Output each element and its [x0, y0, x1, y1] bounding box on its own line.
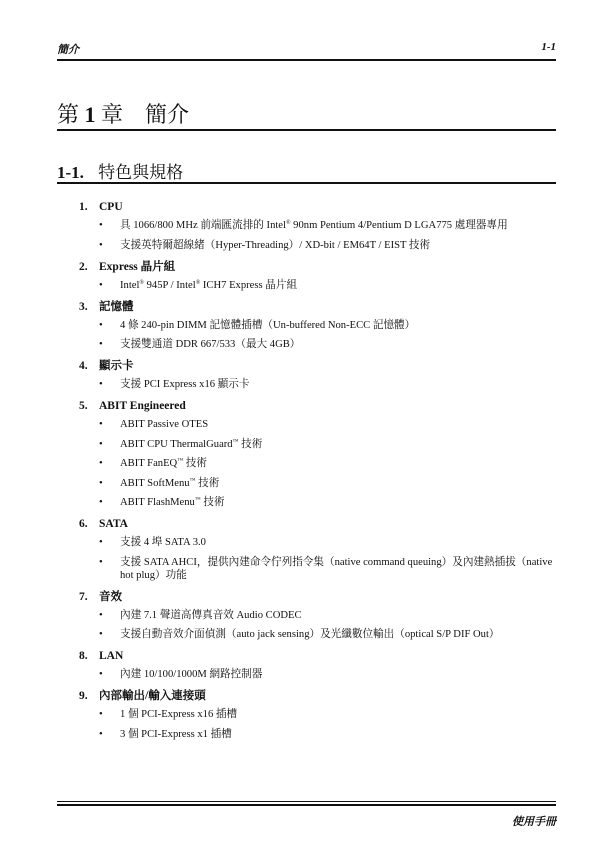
bullet-text: 內建 7.1 聲道高傳真音效 Audio CODEC	[120, 609, 302, 621]
spec-item-number: 7.	[79, 590, 88, 603]
bullet-text: ICH7 Express 晶片組	[200, 279, 298, 291]
spec-item-number: 5.	[79, 400, 88, 412]
running-header-page-number: 1-1	[541, 41, 556, 53]
bullet-icon: •	[99, 339, 103, 350]
bullet-text: 支援自動音效介面偵測（auto jack sensing）及光纖數位輸出（optical S/P DIF Out）	[120, 629, 500, 640]
bullet-text: 內建 10/100/1000M 網路控制器	[120, 669, 263, 680]
bullet-item	[79, 609, 559, 622]
bullet-text: 945P / Intel	[143, 279, 196, 291]
bullet-list	[79, 536, 559, 582]
footer-rule-thick	[57, 804, 556, 806]
spec-item-title: 記憶體	[99, 300, 134, 313]
trademark-mark: ™	[194, 497, 201, 503]
spec-item-number: 9.	[79, 690, 88, 702]
bullet-text: 4 條 240-pin DIMM 記憶體插槽（Un-buffered Non-ECC 記憶體）	[120, 319, 416, 331]
bullet-text: 技術	[238, 438, 263, 450]
spec-list	[79, 200, 559, 749]
chapter-number: 1	[84, 102, 96, 127]
bullet-text: 支援 PCI Express x16 顯示卡	[120, 379, 250, 390]
trademark-mark: ®	[285, 220, 291, 226]
running-footer-title: 使用手冊	[512, 816, 556, 828]
bullet-text: 技術	[200, 497, 225, 508]
bullet-text: 90nm Pentium 4/Pentium D LGA775 處理器專用	[290, 220, 508, 231]
section-heading	[57, 158, 183, 183]
bullet-icon: •	[99, 609, 103, 621]
spec-item-title: ABIT Engineered	[99, 400, 186, 412]
bullet-icon: •	[99, 419, 103, 430]
bullet-item	[79, 708, 559, 721]
spec-item-heading	[79, 300, 559, 314]
spec-item	[79, 517, 559, 582]
trademark-mark: ®	[139, 279, 144, 286]
spec-item-heading	[79, 359, 559, 373]
bullet-item	[79, 457, 559, 470]
bullet-item	[79, 338, 559, 351]
bullet-list	[79, 219, 559, 252]
bullet-icon: •	[99, 537, 103, 548]
spec-item-number: 4.	[79, 360, 88, 372]
spec-item	[79, 260, 559, 292]
bullet-text: 1 個 PCI-Express x16 插槽	[120, 709, 238, 720]
spec-item-title: LAN	[99, 650, 124, 662]
bullet-item	[79, 239, 559, 252]
bullet-text: ABIT FanEQ	[120, 458, 178, 469]
bullet-text: 3 個 PCI-Express x1 插槽	[120, 728, 232, 740]
bullet-list	[79, 319, 559, 352]
spec-item-heading	[79, 517, 559, 531]
bullet-icon: •	[99, 669, 103, 680]
spec-item-heading	[79, 200, 559, 214]
bullet-text: 技術	[183, 458, 207, 469]
spec-item	[79, 689, 559, 741]
spec-item-number: 3.	[79, 300, 88, 313]
spec-item-number: 1.	[79, 201, 88, 213]
bullet-icon: •	[99, 497, 103, 508]
spec-item-title: SATA	[99, 518, 128, 530]
bullet-icon: •	[99, 477, 103, 489]
bullet-item	[79, 418, 559, 431]
bullet-text: 支援雙通道 DDR 667/533（最大 4GB）	[120, 339, 301, 350]
spec-item-heading	[79, 649, 559, 663]
spec-item-number: 8.	[79, 650, 88, 662]
bullet-icon: •	[99, 629, 103, 640]
bullet-icon: •	[99, 239, 103, 251]
chapter-prefix: 第	[57, 102, 80, 127]
bullet-text: 支援 SATA AHCI，提供內建命令佇列指令集（native command queuing）及內建熱插拔（native hot plug）功能	[120, 556, 553, 581]
bullet-item	[79, 319, 559, 332]
trademark-mark: ®	[195, 279, 201, 286]
chapter-heading	[57, 98, 189, 129]
chapter-rule	[57, 129, 556, 131]
spec-item-title: CPU	[99, 201, 123, 213]
trademark-mark: ™	[189, 477, 196, 484]
bullet-text: 支援英特爾超線緒（Hyper-Threading）/ XD-bit / EM64T / EIST 技術	[120, 239, 431, 251]
spec-item-heading	[79, 689, 559, 703]
spec-item-heading	[79, 260, 559, 274]
bullet-list	[79, 708, 559, 741]
spec-item	[79, 399, 559, 509]
bullet-text: ABIT CPU ThermalGuard	[120, 438, 233, 450]
bullet-icon: •	[99, 438, 103, 450]
bullet-item	[79, 496, 559, 509]
footer-rule-thin	[57, 801, 556, 802]
spec-item	[79, 300, 559, 352]
bullet-item	[79, 668, 559, 681]
bullet-item	[79, 438, 559, 451]
header-rule	[57, 59, 556, 61]
chapter-suffix: 章	[101, 102, 124, 127]
section-rule	[57, 182, 556, 184]
bullet-icon: •	[99, 458, 103, 469]
spec-item-title: Express 晶片組	[99, 260, 176, 273]
trademark-mark: ™	[177, 458, 184, 464]
bullet-list	[79, 418, 559, 509]
bullet-text: ABIT SoftMenu	[120, 477, 190, 489]
bullet-list	[79, 609, 559, 642]
spec-item-heading	[79, 590, 559, 604]
bullet-item	[79, 477, 559, 490]
bullet-icon: •	[99, 220, 103, 231]
section-number: 1-1.	[57, 163, 84, 182]
bullet-item	[79, 219, 559, 232]
bullet-text: ABIT FlashMenu	[120, 497, 195, 508]
chapter-title: 簡介	[145, 102, 190, 127]
bullet-text: ABIT Passive OTES	[120, 419, 209, 430]
bullet-icon: •	[99, 279, 103, 291]
spec-item	[79, 200, 559, 252]
spec-item	[79, 359, 559, 391]
bullet-item	[79, 279, 559, 292]
bullet-icon: •	[99, 556, 103, 568]
spec-item-number: 6.	[79, 518, 88, 530]
bullet-item	[79, 378, 559, 391]
running-header-title: 簡介	[57, 44, 79, 56]
spec-item-title: 顯示卡	[99, 360, 134, 372]
bullet-list	[79, 378, 559, 391]
spec-item	[79, 590, 559, 642]
spec-item-title: 音效	[99, 590, 122, 603]
spec-item	[79, 649, 559, 681]
bullet-list	[79, 668, 559, 681]
trademark-mark: ™	[232, 438, 239, 445]
bullet-item	[79, 628, 559, 641]
spec-item-heading	[79, 399, 559, 413]
bullet-item	[79, 536, 559, 549]
bullet-icon: •	[99, 728, 103, 740]
spec-item-title: 內部輸出/輸入連接頭	[99, 690, 206, 702]
bullet-text: 具 1066/800 MHz 前端匯流排的 Intel	[120, 220, 286, 231]
bullet-text: 技術	[195, 477, 220, 489]
spec-item-number: 2.	[79, 260, 88, 273]
bullet-icon: •	[99, 319, 103, 331]
bullet-item	[79, 728, 559, 741]
bullet-icon: •	[99, 709, 103, 720]
section-title: 特色與規格	[98, 163, 184, 182]
bullet-item	[79, 556, 559, 582]
bullet-text: Intel	[120, 279, 140, 291]
bullet-text: 支援 4 埠 SATA 3.0	[120, 537, 206, 548]
bullet-list	[79, 279, 559, 292]
bullet-icon: •	[99, 379, 103, 390]
